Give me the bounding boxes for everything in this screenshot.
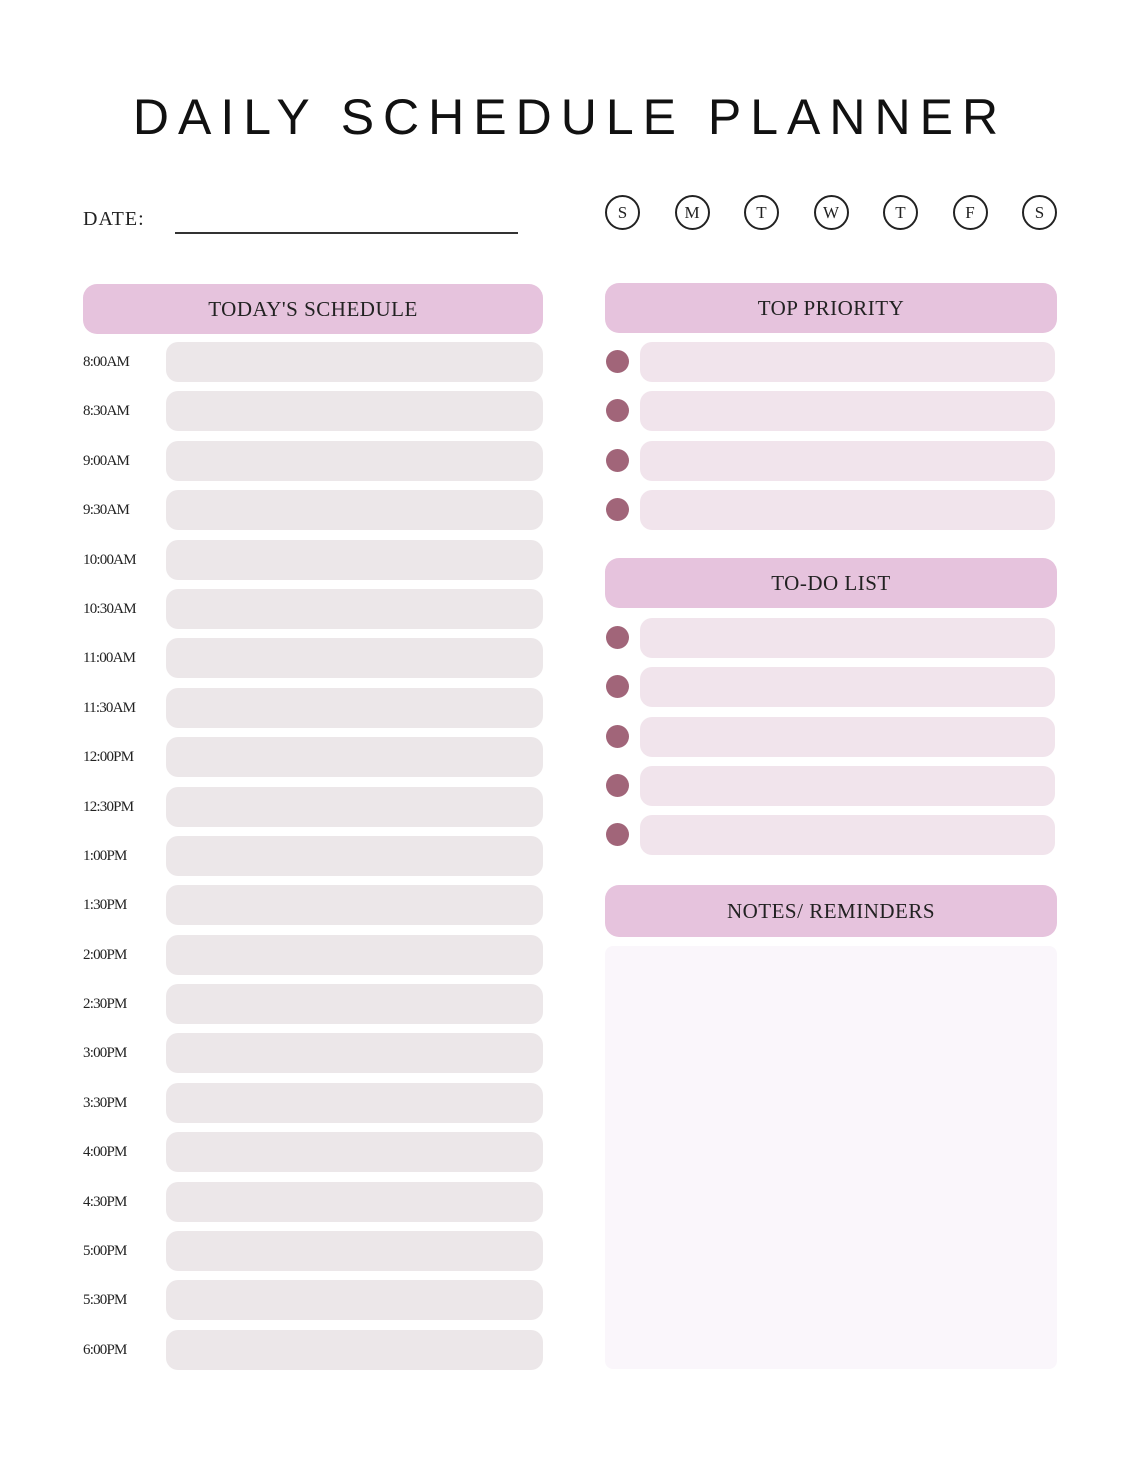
schedule-entry-field[interactable] bbox=[166, 342, 543, 382]
todo-entry-field[interactable] bbox=[640, 618, 1055, 658]
weekday-selector bbox=[605, 195, 1057, 235]
bullet-dot-icon bbox=[606, 774, 629, 797]
schedule-row bbox=[83, 1182, 543, 1222]
schedule-row bbox=[83, 935, 543, 975]
weekday-circle-thursday[interactable]: T bbox=[883, 195, 918, 230]
bullet-dot-icon bbox=[606, 675, 629, 698]
schedule-entry-field[interactable] bbox=[166, 1033, 543, 1073]
todo-item bbox=[605, 667, 1057, 707]
schedule-entry-field[interactable] bbox=[166, 1182, 543, 1222]
schedule-row bbox=[83, 885, 543, 925]
todo-entry-field[interactable] bbox=[640, 815, 1055, 855]
todo-entry-field[interactable] bbox=[640, 667, 1055, 707]
schedule-row bbox=[83, 787, 543, 827]
schedule-entry-field[interactable] bbox=[166, 638, 543, 678]
schedule-row bbox=[83, 391, 543, 431]
bullet-dot-icon bbox=[606, 498, 629, 521]
time-label: 1:00PM bbox=[83, 848, 127, 864]
time-label: 10:00AM bbox=[83, 552, 136, 568]
todo-entry-field[interactable] bbox=[640, 717, 1055, 757]
schedule-entry-field[interactable] bbox=[166, 490, 543, 530]
schedule-entry-field[interactable] bbox=[166, 935, 543, 975]
weekday-circle-friday[interactable]: F bbox=[953, 195, 988, 230]
bullet-dot-icon bbox=[606, 725, 629, 748]
priority-entry-field[interactable] bbox=[640, 342, 1055, 382]
schedule-row bbox=[83, 589, 543, 629]
notes-header: NOTES/ REMINDERS bbox=[605, 885, 1057, 937]
schedule-header: TODAY'S SCHEDULE bbox=[83, 284, 543, 334]
time-label: 11:00AM bbox=[83, 650, 136, 666]
schedule-row bbox=[83, 540, 543, 580]
schedule-entry-field[interactable] bbox=[166, 540, 543, 580]
schedule-row bbox=[83, 688, 543, 728]
time-label: 8:30AM bbox=[83, 403, 130, 419]
todo-entry-field[interactable] bbox=[640, 766, 1055, 806]
weekday-circle-monday[interactable]: M bbox=[675, 195, 710, 230]
time-label: 2:30PM bbox=[83, 996, 127, 1012]
date-input-line[interactable] bbox=[175, 232, 518, 234]
schedule-row bbox=[83, 1132, 543, 1172]
schedule-row bbox=[83, 1330, 543, 1370]
schedule-row bbox=[83, 984, 543, 1024]
time-label: 1:30PM bbox=[83, 897, 127, 913]
time-label: 11:30AM bbox=[83, 700, 136, 716]
schedule-row bbox=[83, 1280, 543, 1320]
schedule-entry-field[interactable] bbox=[166, 1330, 543, 1370]
priority-item bbox=[605, 441, 1057, 481]
todo-item bbox=[605, 766, 1057, 806]
time-label: 4:00PM bbox=[83, 1144, 127, 1160]
todo-header: TO-DO LIST bbox=[605, 558, 1057, 608]
schedule-row bbox=[83, 1033, 543, 1073]
bullet-dot-icon bbox=[606, 399, 629, 422]
time-label: 6:00PM bbox=[83, 1342, 127, 1358]
time-label: 9:00AM bbox=[83, 453, 130, 469]
schedule-entry-field[interactable] bbox=[166, 589, 543, 629]
schedule-entry-field[interactable] bbox=[166, 787, 543, 827]
bullet-dot-icon bbox=[606, 449, 629, 472]
schedule-entry-field[interactable] bbox=[166, 836, 543, 876]
priority-item bbox=[605, 490, 1057, 530]
schedule-entry-field[interactable] bbox=[166, 737, 543, 777]
date-label: DATE: bbox=[83, 208, 145, 230]
schedule-row bbox=[83, 638, 543, 678]
schedule-row bbox=[83, 490, 543, 530]
schedule-row bbox=[83, 737, 543, 777]
schedule-entry-field[interactable] bbox=[166, 1231, 543, 1271]
weekday-circle-wednesday[interactable]: W bbox=[814, 195, 849, 230]
weekday-circle-sunday[interactable]: S bbox=[605, 195, 640, 230]
priority-entry-field[interactable] bbox=[640, 490, 1055, 530]
notes-area[interactable] bbox=[605, 946, 1057, 1369]
time-label: 3:00PM bbox=[83, 1045, 127, 1061]
schedule-row bbox=[83, 441, 543, 481]
todo-item bbox=[605, 618, 1057, 658]
time-label: 5:00PM bbox=[83, 1243, 127, 1259]
schedule-entry-field[interactable] bbox=[166, 984, 543, 1024]
time-label: 2:00PM bbox=[83, 947, 127, 963]
todo-item bbox=[605, 815, 1057, 855]
bullet-dot-icon bbox=[606, 823, 629, 846]
time-label: 10:30AM bbox=[83, 601, 136, 617]
time-label: 3:30PM bbox=[83, 1095, 127, 1111]
bullet-dot-icon bbox=[606, 626, 629, 649]
schedule-entry-field[interactable] bbox=[166, 688, 543, 728]
schedule-row bbox=[83, 1231, 543, 1271]
priority-item bbox=[605, 342, 1057, 382]
schedule-entry-field[interactable] bbox=[166, 1132, 543, 1172]
schedule-row bbox=[83, 836, 543, 876]
schedule-entry-field[interactable] bbox=[166, 885, 543, 925]
schedule-row bbox=[83, 1083, 543, 1123]
time-label: 4:30PM bbox=[83, 1194, 127, 1210]
page-title: DAILY SCHEDULE PLANNER bbox=[132, 89, 1008, 145]
bullet-dot-icon bbox=[606, 350, 629, 373]
time-label: 12:00PM bbox=[83, 749, 134, 765]
time-label: 9:30AM bbox=[83, 502, 130, 518]
priority-entry-field[interactable] bbox=[640, 391, 1055, 431]
priority-entry-field[interactable] bbox=[640, 441, 1055, 481]
time-label: 12:30PM bbox=[83, 799, 134, 815]
weekday-circle-tuesday[interactable]: T bbox=[744, 195, 779, 230]
schedule-entry-field[interactable] bbox=[166, 441, 543, 481]
time-label: 8:00AM bbox=[83, 354, 130, 370]
priority-item bbox=[605, 391, 1057, 431]
schedule-entry-field[interactable] bbox=[166, 391, 543, 431]
weekday-circle-saturday[interactable]: S bbox=[1022, 195, 1057, 230]
schedule-row bbox=[83, 342, 543, 382]
time-label: 5:30PM bbox=[83, 1292, 127, 1308]
todo-item bbox=[605, 717, 1057, 757]
top-priority-header: TOP PRIORITY bbox=[605, 283, 1057, 333]
schedule-entry-field[interactable] bbox=[166, 1083, 543, 1123]
schedule-entry-field[interactable] bbox=[166, 1280, 543, 1320]
